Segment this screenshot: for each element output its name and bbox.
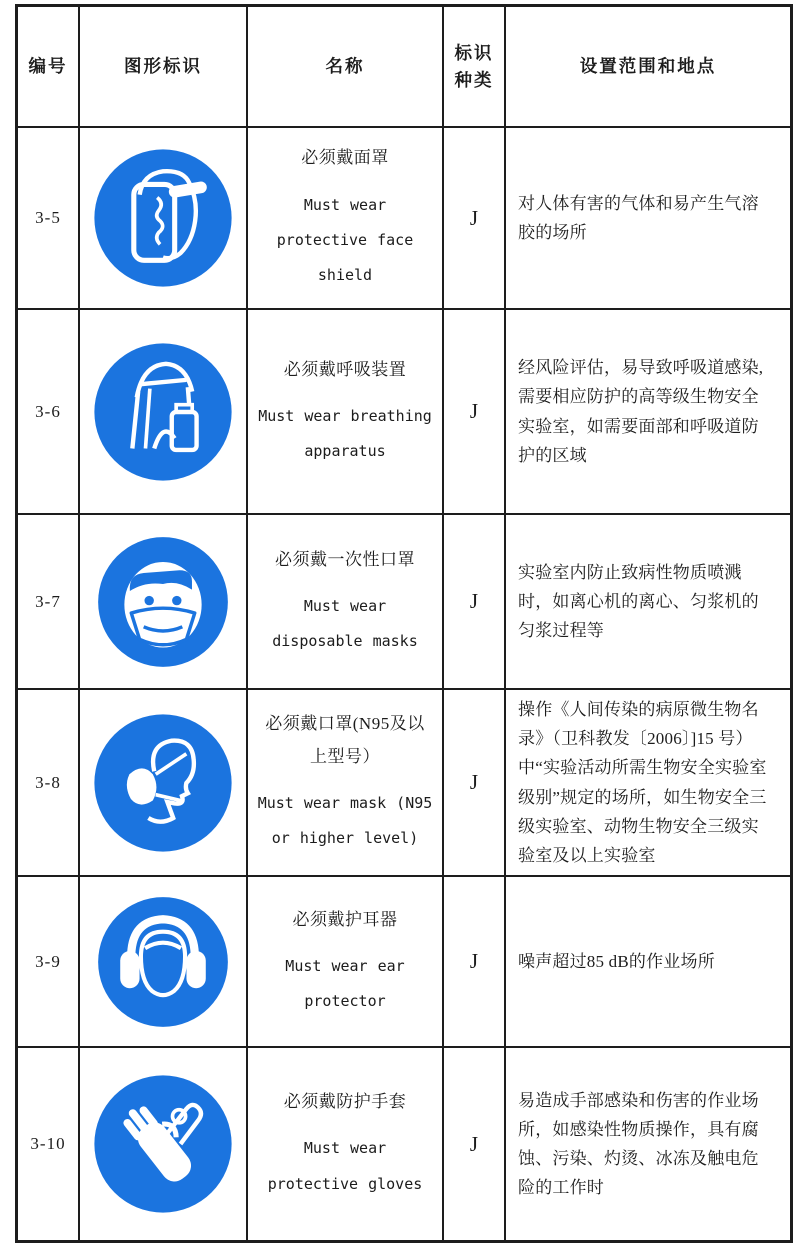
sign-icon-cell [80, 310, 248, 515]
sign-name-en: Must wear mask (N95 or higher level) [257, 794, 433, 848]
sign-name-en: Must wear ear protector [285, 956, 405, 1011]
sign-icon-cell [80, 128, 248, 310]
disposable-mask-sign-icon [94, 533, 232, 671]
sign-name-cell [248, 515, 444, 690]
table-header-row [18, 7, 790, 128]
header-cell-location: 设置范围和地点 [506, 7, 790, 128]
sign-type: J [444, 128, 506, 310]
location-cell [506, 877, 790, 1048]
table-row [18, 1048, 790, 1240]
sign-type: J [444, 690, 506, 877]
sign-name-zh: 必须戴口罩(N95及以上型号） [265, 714, 425, 766]
location-cell [506, 128, 790, 310]
table-row [18, 310, 790, 515]
sign-name-en: Must wear breathing apparatus [258, 406, 432, 461]
sign-icon-cell [80, 515, 248, 690]
row-id: 3-10 [18, 1048, 80, 1240]
face-shield-sign-icon [90, 145, 236, 291]
sign-name-cell [248, 1048, 444, 1240]
sign-name-en: Must wear protective face shield [276, 195, 414, 285]
sign-icon-cell [80, 690, 248, 877]
sign-name-zh: 必须戴呼吸装置 [283, 359, 407, 379]
location-text: 操作《人间传染的病原微生物名录》（卫科教发〔2006〕]15 号）中“实验活动所需生物安全实验室级别”规定的场所，如生物安全三级实验室、动物生物安全三级实验室及以上实验室 [518, 699, 767, 865]
sign-name-en: Must wear disposable masks [272, 596, 418, 651]
safety-signs-table [15, 4, 793, 1243]
protective-gloves-sign-icon [90, 1071, 236, 1217]
ear-protector-sign-icon [94, 893, 232, 1031]
row-id: 3-6 [18, 310, 80, 515]
sign-name-en: Must wear protective gloves [267, 1139, 423, 1193]
sign-name-cell [248, 877, 444, 1048]
header-cell-number: 编号 [18, 7, 80, 128]
sign-type: J [444, 310, 506, 515]
sign-type: J [444, 515, 506, 690]
location-text: 实验室内防止致病性物质喷溅时，如离心机的离心、匀浆机的匀浆过程等 [518, 562, 759, 641]
table-row [18, 515, 790, 690]
breathing-apparatus-sign-icon [90, 339, 236, 485]
sign-icon-cell [80, 877, 248, 1048]
sign-name-zh: 必须戴防护手套 [283, 1092, 407, 1112]
location-text: 经风险评估，易导致呼吸道感染,需要相应防护的高等级生物安全实验室，如需要面部和呼吸道防护的区域 [518, 358, 764, 465]
sign-name-zh: 必须戴面罩 [301, 148, 389, 168]
location-cell [506, 515, 790, 690]
sign-type: J [444, 877, 506, 1048]
header-cell-name: 名称 [248, 7, 444, 128]
header-cell-pictogram: 图形标识 [80, 7, 248, 128]
table-row [18, 877, 790, 1048]
sign-name-zh: 必须戴一次性口罩 [275, 549, 415, 569]
sign-name-zh: 必须戴护耳器 [292, 909, 398, 929]
header-cell-sign-type: 标识种类 [444, 7, 506, 128]
sign-name-cell [248, 128, 444, 310]
location-cell [506, 1048, 790, 1240]
sign-name-cell [248, 690, 444, 877]
row-id: 3-8 [18, 690, 80, 877]
table-row [18, 128, 790, 310]
table-row [18, 690, 790, 877]
location-text: 噪声超过85 dB的作业场所 [518, 951, 715, 971]
location-cell [506, 310, 790, 515]
location-text: 对人体有害的气体和易产生气溶胶的场所 [518, 193, 759, 242]
row-id: 3-5 [18, 128, 80, 310]
location-cell [506, 690, 790, 877]
row-id: 3-7 [18, 515, 80, 690]
sign-type: J [444, 1048, 506, 1240]
n95-mask-sign-icon [90, 710, 236, 856]
sign-icon-cell [80, 1048, 248, 1240]
row-id: 3-9 [18, 877, 80, 1048]
sign-name-cell [248, 310, 444, 515]
location-text: 易造成手部感染和伤害的作业场所，如感染性物质操作，具有腐蚀、污染、灼烫、冰冻及触电危险的工作时 [518, 1090, 759, 1198]
